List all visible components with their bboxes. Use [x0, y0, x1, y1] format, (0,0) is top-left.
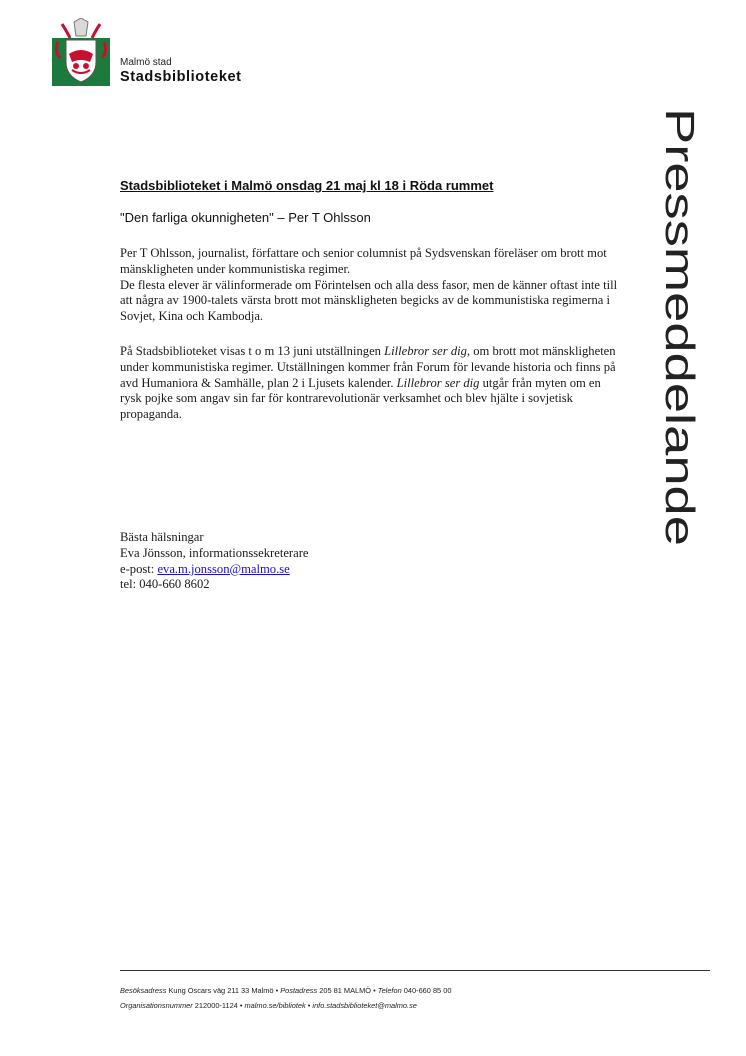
- post-value: 205 81 MALMÖ: [317, 986, 372, 995]
- website-link[interactable]: malmo.se/bibliotek: [244, 1001, 306, 1010]
- city-name: Malmö stad: [120, 57, 172, 68]
- greeting: Bästa hälsningar: [120, 530, 204, 544]
- sender-name: Eva Jönsson, informationssekreterare: [120, 545, 309, 560]
- page-title: Stadsbiblioteket i Malmö onsdag 21 maj kl 18 i Röda rummet: [120, 178, 494, 193]
- org-label: Organisationsnummer: [120, 1001, 193, 1010]
- phone-value: 040-660 85 00: [401, 986, 452, 995]
- exhibition-paragraph: [120, 344, 620, 423]
- email-label: e-post:: [120, 561, 158, 576]
- organization-name: Stadsbiblioteket: [120, 69, 242, 85]
- footer-email-link[interactable]: info.stadsbiblioteket@malmo.se: [312, 1001, 417, 1010]
- phone-label: Telefon: [377, 986, 402, 995]
- intro-line-2: De flesta elever är välinformerade om Förintelsen och alla dess fasor, men de känner oftast inte till att några av 1900-talets värsta brott mot mänskligheten begicks av de kommunistiska regimerna i Sovjet, Kina och Kambodja.: [120, 277, 618, 324]
- footer-separator: •: [371, 986, 378, 995]
- press-release-label: [640, 108, 710, 558]
- visit-label: Besöksadress: [120, 986, 167, 995]
- footer-separator: •: [237, 1001, 245, 1010]
- email-line: [120, 562, 309, 578]
- email-link[interactable]: eva.m.jonsson@malmo.se: [157, 561, 290, 576]
- intro-line-1: Per T Ohlsson, journalist, författare och senior columnist på Sydsvenskan föreläser om brott mot mänskligheten under kommunistiska regimer.: [120, 246, 607, 276]
- footer-line-2: [120, 998, 451, 1013]
- org-value: 212000-1124: [192, 1001, 238, 1010]
- malmo-coat-of-arms-icon: [52, 18, 110, 86]
- post-label: Postadress: [280, 986, 318, 995]
- event-subtitle: "Den farliga okunnigheten" – Per T Ohlsson: [120, 210, 371, 225]
- visit-value: Kung Oscars väg 211 33 Malmö: [166, 986, 274, 995]
- exhibition-text-mid: om brott mot mänskligheten under kommunistiska regimer. Utställningen kommer från Forum för levande historia och finns på avd Humaniora & Samhälle, plan 2 i Ljusets kalender.: [120, 344, 616, 390]
- footer-divider: [120, 970, 710, 971]
- exhibition-title-2: Lillebror ser dig: [396, 375, 480, 390]
- organization-block: [120, 57, 242, 86]
- footer-separator: •: [305, 1001, 313, 1010]
- exhibition-title: Lillebror ser dig,: [384, 344, 471, 358]
- footer-line-1: [120, 983, 451, 998]
- footer: [120, 983, 451, 1013]
- intro-paragraph: [120, 246, 620, 325]
- phone-line: tel: 040-660 8602: [120, 577, 210, 592]
- signature-block: [120, 530, 309, 593]
- footer-separator: •: [273, 986, 281, 995]
- press-release-text: Pressmeddelande: [657, 108, 703, 439]
- exhibition-text-post: utgår från myten om en rysk pojke som angav sin far för kontrarevolutionär verksamhet och blev hjälte i sovjetisk propaganda.: [120, 375, 601, 422]
- exhibition-text-pre: På Stadsbiblioteket visas t o m 13 juni utställningen: [120, 344, 385, 358]
